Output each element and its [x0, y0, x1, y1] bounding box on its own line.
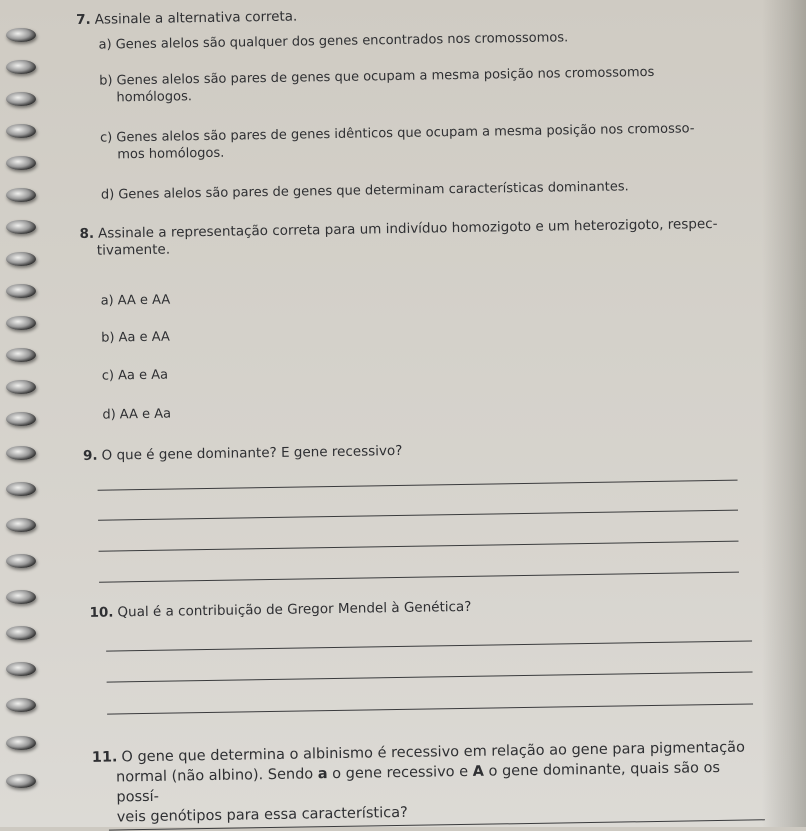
text-fragment: o gene dominante, quais são os possí- — [116, 759, 721, 806]
option-text: Genes alelos são qualquer dos genes encontrados nos cromossomos. — [115, 30, 569, 53]
question-8-text: Assinale a representação correta para um indivíduo homozigoto e um heterozigoto, respec- — [97, 215, 718, 242]
option-letter: b) — [101, 330, 115, 346]
spiral-ring — [6, 156, 36, 170]
option-letter: b) — [99, 73, 113, 89]
question-9-text: O que é gene dominante? E gene recessivo? — [101, 442, 403, 464]
answer-line[interactable] — [106, 640, 752, 651]
question-8-number: 8. — [79, 225, 95, 242]
question-7-option-c — [100, 120, 695, 163]
answer-line[interactable] — [98, 510, 738, 521]
answer-line[interactable] — [98, 480, 738, 491]
spiral-ring — [6, 60, 36, 74]
spiral-ring — [6, 774, 36, 788]
option-text-continued: mos homólogos. — [117, 145, 225, 163]
question-8 — [79, 216, 717, 260]
spiral-ring — [6, 412, 36, 426]
text-fragment: o gene recessivo e — [327, 763, 473, 783]
spiral-ring — [6, 590, 36, 604]
option-text: Genes alelos são pares de genes que ocupam a mesma posição nos cromossomos — [116, 64, 655, 89]
spiral-ring — [6, 482, 36, 496]
spiral-ring — [6, 348, 36, 362]
spiral-ring — [6, 92, 36, 106]
answer-line[interactable] — [107, 671, 753, 682]
spiral-ring — [6, 518, 36, 532]
dominant-allele: A — [472, 763, 485, 780]
option-letter: d) — [102, 407, 116, 423]
option-letter: c) — [99, 130, 113, 146]
spiral-ring — [6, 284, 36, 298]
question-7-option-d — [101, 178, 629, 203]
page-edge-shadow — [762, 0, 806, 827]
question-8-text-continued: tivamente. — [96, 241, 171, 259]
option-text: AA e AA — [117, 292, 171, 309]
option-letter: a) — [98, 37, 112, 53]
option-letter: c) — [101, 368, 115, 384]
option-text: Genes alelos são pares de genes idênticos que ocupam a mesma posição nos cromosso- — [116, 121, 695, 146]
question-7-option-a — [98, 29, 568, 53]
spiral-ring — [6, 662, 36, 676]
question-9 — [83, 443, 403, 465]
spiral-ring — [6, 380, 36, 394]
answer-line[interactable] — [99, 541, 739, 552]
option-text: Aa e Aa — [117, 367, 169, 384]
spiral-ring — [6, 736, 36, 750]
question-9-number: 9. — [82, 447, 98, 464]
option-letter: a) — [100, 293, 114, 309]
spiral-ring — [6, 252, 36, 266]
question-8-option-c — [102, 367, 168, 385]
spiral-ring — [6, 28, 36, 42]
question-7 — [76, 9, 297, 29]
spiral-binding — [0, 0, 50, 827]
option-text-continued: homólogos. — [116, 89, 193, 106]
question-8-option-d — [102, 406, 171, 424]
question-8-option-b — [101, 329, 170, 347]
question-7-number: 7. — [76, 11, 91, 28]
question-10 — [89, 599, 471, 622]
option-text: Genes alelos são pares de genes que determinam características dominantes. — [118, 179, 629, 203]
question-8-option-a — [101, 292, 171, 310]
spiral-ring — [6, 316, 36, 330]
option-text: Aa e AA — [118, 329, 170, 346]
answer-line[interactable] — [99, 572, 739, 583]
spiral-ring — [6, 124, 36, 138]
question-10-text: Qual é a contribuição de Gregor Mendel à Genética? — [117, 598, 472, 621]
recessive-allele: a — [317, 766, 328, 783]
spiral-ring — [6, 446, 36, 460]
question-7-option-b — [99, 64, 655, 107]
question-10-number: 10. — [89, 604, 114, 621]
worksheet — [76, 0, 769, 826]
spiral-ring — [6, 554, 36, 568]
question-11-line3: veis genótipos para essa característica? — [116, 804, 408, 826]
question-7-text: Assinale a alternativa correta. — [94, 8, 298, 28]
spiral-ring — [6, 698, 36, 712]
text-fragment: normal (não albino). Sendo — [115, 766, 318, 786]
option-letter: d) — [100, 187, 115, 203]
question-11 — [92, 737, 765, 828]
spiral-ring — [6, 626, 36, 640]
spiral-ring — [6, 188, 36, 202]
question-11-number: 11. — [91, 749, 118, 766]
option-text: AA e Aa — [119, 406, 172, 423]
answer-line[interactable] — [107, 703, 753, 714]
spiral-ring — [6, 220, 36, 234]
question-11-line1: O gene que determina o albinismo é recessivo em relação ao gene para pigmentação — [121, 739, 746, 766]
